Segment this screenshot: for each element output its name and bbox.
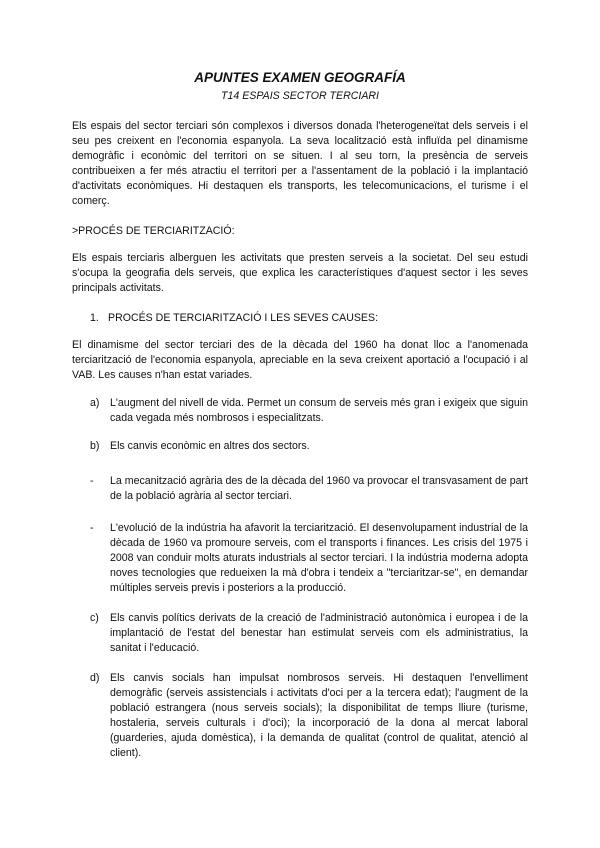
list-item-text: Els canvis socials han impulsat nombrosos serveis. Hi destaquen l'envelliment demogràfic (serveis assistencials i activitats d'oci per a la tercera edat); l'augment de la població estrangera (nous serveis socials); la disponibilitat de temps lliure (turisme, hostaleria, serveis culturals i d'oci); la incorporació de la dona al mercat laboral (guarderies, ajuda domèstica), i la demanda de qualitat (control de qualitat, atenció al client). xyxy=(110,672,528,759)
section-paragraph: Els espais terciaris alberguen les activitats que presten serveis a la societat. Del seu estudi s'ocupa la geografia dels serveis, que explica les característiques d'aquest sector i les seves principals activitats. xyxy=(72,252,528,294)
list-item-marker: a) xyxy=(90,397,100,409)
list-item-marker: - xyxy=(90,475,94,487)
list-item-marker: b) xyxy=(90,440,100,452)
numbered-heading-text: PROCÉS DE TERCIARITZACIÓ I LES SEVES CAUSES: xyxy=(108,312,379,324)
list-item-text: L'augment del nivell de vida. Permet un consum de serveis més gran i exigeix que siguin cada vegada més nombrosos i especialitzats. xyxy=(110,397,528,424)
section-heading: >PROCÉS DE TERCIARITZACIÓ: xyxy=(72,225,235,237)
list-item-text: La mecanització agrària des de la dècada del 1960 va provocar el transvasament de part de la població agrària al sector terciari. xyxy=(110,475,528,502)
list-item-marker: d) xyxy=(90,672,100,684)
list-item-text: Els canvis polítics derivats de la creació de l'administració autonòmica i europea i de la implantació de l'estat del benestar han estimulat serveis com els administratius, la sanitat i l'educació. xyxy=(110,612,528,654)
list-item-marker: - xyxy=(90,522,94,534)
intro-paragraph: Els espais del sector terciari són complexos i diversos donada l'heterogeneïtat dels serveis i el seu pes creixent en l'economia espanyola. La seva localització està influïda pel dinamisme demogràfic i econòmic del territori on se situen. I al seu torn, la presència de serveis contribueixen a fer més atractiu el territori per a l'assentament de la població i la implantació d'activitats econòmiques. Hi destaquen els transports, les telecomunicacions, el turisme i el comerç. xyxy=(72,120,528,207)
document-subtitle: T14 ESPAIS SECTOR TERCIARI xyxy=(221,90,379,102)
document-title: APUNTES EXAMEN GEOGRAFÍA xyxy=(194,70,406,85)
numbered-paragraph: El dinamisme del sector terciari des de la dècada del 1960 ha donat lloc a l'anomenada terciarització de l'economia espanyola, apreciable en la seva creixent aportació a l'ocupació i al VAB. Les causes n'han estat variades. xyxy=(72,339,528,381)
numbered-heading-number: 1. xyxy=(90,312,99,324)
list-item-text: Els canvis econòmic en altres dos sectors. xyxy=(110,440,310,452)
list-item-marker: c) xyxy=(90,612,99,624)
list-item-text: L'evolució de la indústria ha afavorit la terciarització. El desenvolupament industrial de la dècada de 1960 va promoure serveis, com el transports i finances. Les crisis del 1975 i 2008 van conduir molts aturats industrials al sector terciari. I la indústria moderna adopta noves tecnologies que redueixen la mà d'obra i tendeix a "terciaritzar-se", en demandar múltiples serveis previs i posteriors a la producció. xyxy=(110,522,528,594)
